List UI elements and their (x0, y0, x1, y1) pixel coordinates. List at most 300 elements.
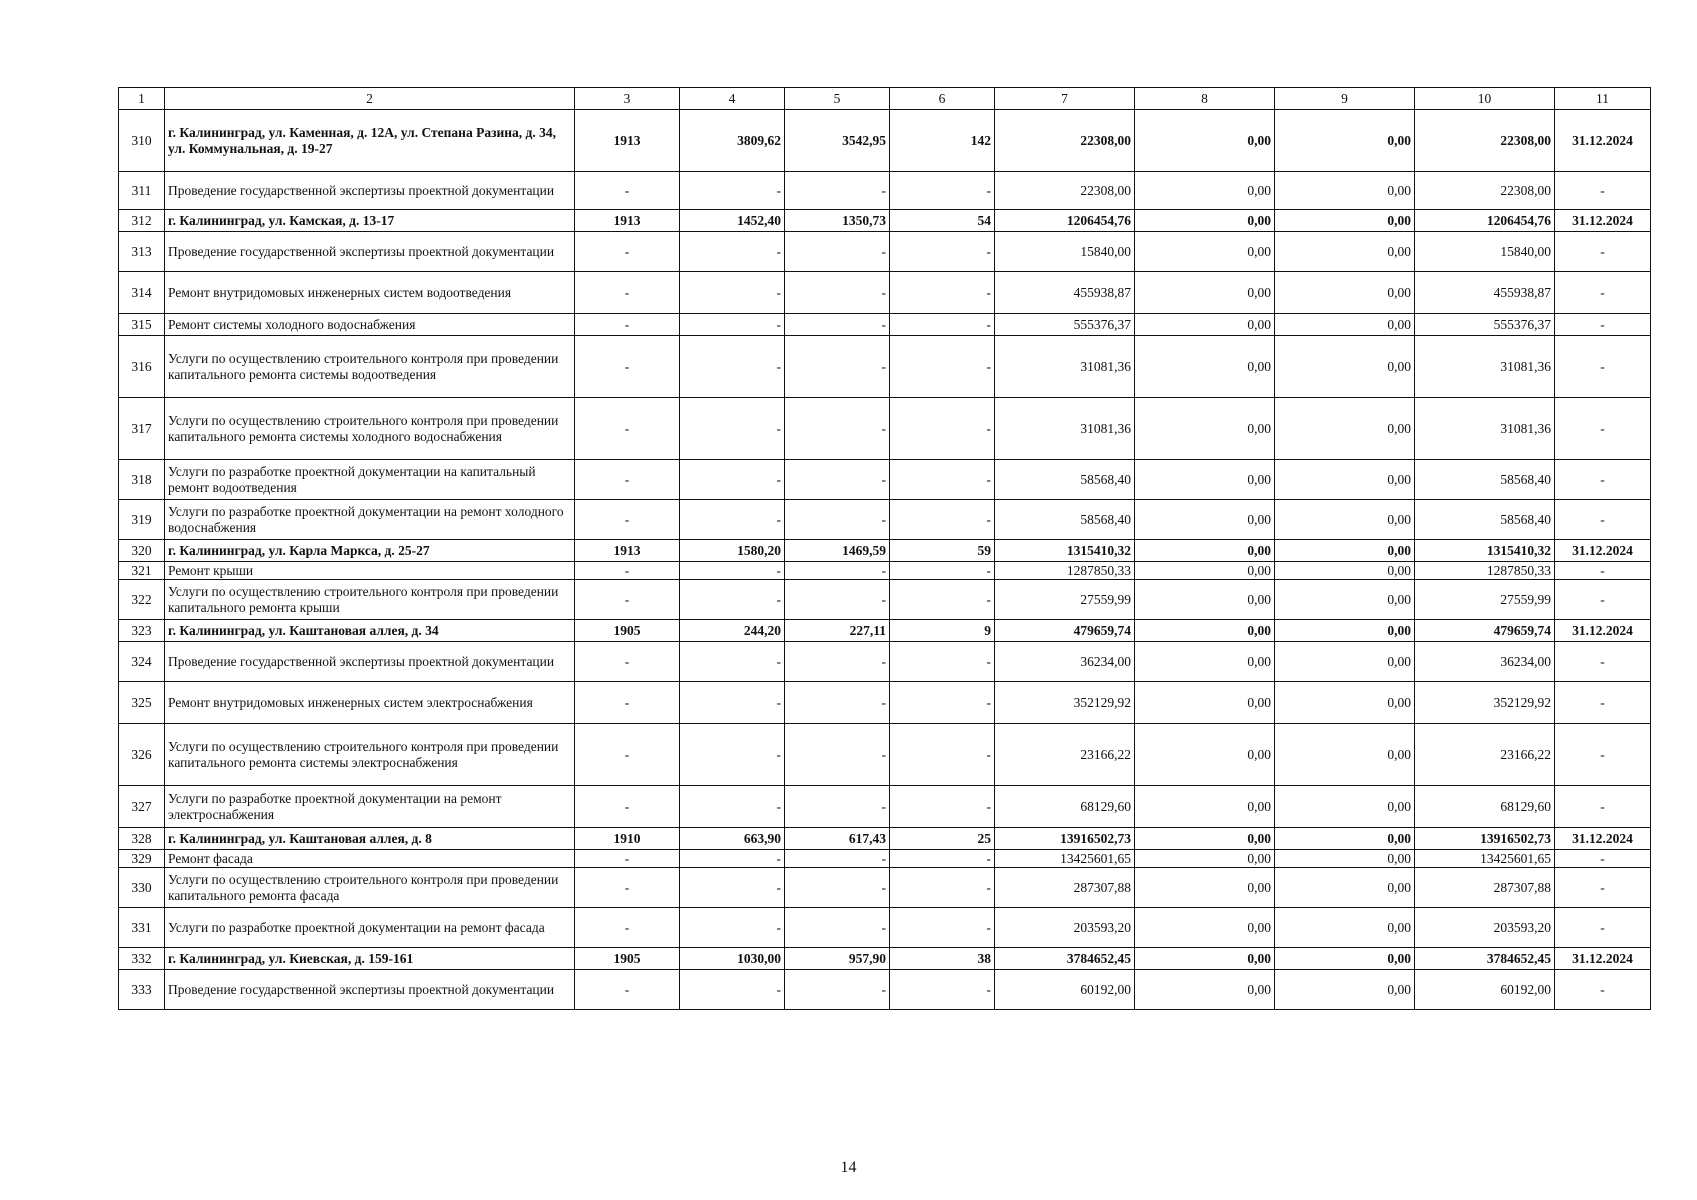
row-number-cell: 320 (119, 540, 165, 562)
value-cell-7: 1206454,76 (995, 210, 1135, 232)
value-cell-10: 22308,00 (1415, 172, 1555, 210)
value-cell-10: 555376,37 (1415, 314, 1555, 336)
address-row (119, 948, 1651, 970)
value-cell-10: 13425601,65 (1415, 850, 1555, 868)
row-name-cell: Услуги по осуществлению строительного контроля при проведении капитального ремонта крыши (165, 580, 575, 620)
year-cell: - (575, 562, 680, 580)
year-cell: - (575, 642, 680, 682)
value-cell-4: 244,20 (680, 620, 785, 642)
value-cell-4: - (680, 232, 785, 272)
value-cell-9: 0,00 (1275, 272, 1415, 314)
value-cell-9: 0,00 (1275, 620, 1415, 642)
row-number-cell: 317 (119, 398, 165, 460)
value-cell-7: 15840,00 (995, 232, 1135, 272)
year-cell: - (575, 682, 680, 724)
year-cell: - (575, 460, 680, 500)
year-cell: - (575, 868, 680, 908)
address-row (119, 828, 1651, 850)
value-cell-4: - (680, 272, 785, 314)
value-cell-9: 0,00 (1275, 868, 1415, 908)
address-row (119, 210, 1651, 232)
value-cell-5: - (785, 908, 890, 948)
year-cell: - (575, 850, 680, 868)
value-cell-10: 58568,40 (1415, 460, 1555, 500)
value-cell-6: 9 (890, 620, 995, 642)
value-cell-5: - (785, 314, 890, 336)
value-cell-5: - (785, 786, 890, 828)
date-cell: - (1555, 970, 1651, 1010)
row-number-cell: 319 (119, 500, 165, 540)
value-cell-7: 455938,87 (995, 272, 1135, 314)
year-cell: - (575, 272, 680, 314)
column-header: 7 (995, 88, 1135, 110)
value-cell-4: - (680, 724, 785, 786)
value-cell-6: 25 (890, 828, 995, 850)
row-number-cell: 327 (119, 786, 165, 828)
value-cell-4: - (680, 850, 785, 868)
date-cell: - (1555, 336, 1651, 398)
value-cell-9: 0,00 (1275, 828, 1415, 850)
value-cell-9: 0,00 (1275, 540, 1415, 562)
row-name-cell: Ремонт внутридомовых инженерных систем водоотведения (165, 272, 575, 314)
value-cell-10: 22308,00 (1415, 110, 1555, 172)
value-cell-5: - (785, 562, 890, 580)
value-cell-9: 0,00 (1275, 786, 1415, 828)
value-cell-8: 0,00 (1135, 620, 1275, 642)
value-cell-8: 0,00 (1135, 868, 1275, 908)
row-name-cell: Ремонт крыши (165, 562, 575, 580)
value-cell-7: 22308,00 (995, 172, 1135, 210)
value-cell-5: - (785, 172, 890, 210)
date-cell: - (1555, 786, 1651, 828)
date-cell: - (1555, 562, 1651, 580)
value-cell-6: - (890, 868, 995, 908)
value-cell-7: 13425601,65 (995, 850, 1135, 868)
column-header: 10 (1415, 88, 1555, 110)
value-cell-7: 23166,22 (995, 724, 1135, 786)
row-name-cell: Услуги по осуществлению строительного контроля при проведении капитального ремонта фасада (165, 868, 575, 908)
value-cell-7: 68129,60 (995, 786, 1135, 828)
value-cell-4: - (680, 682, 785, 724)
row-number-cell: 329 (119, 850, 165, 868)
value-cell-10: 1206454,76 (1415, 210, 1555, 232)
work-row (119, 970, 1651, 1010)
date-cell: - (1555, 580, 1651, 620)
row-name-cell: Ремонт системы холодного водоснабжения (165, 314, 575, 336)
row-number-cell: 316 (119, 336, 165, 398)
value-cell-4: - (680, 908, 785, 948)
date-cell: - (1555, 500, 1651, 540)
value-cell-8: 0,00 (1135, 314, 1275, 336)
date-cell: - (1555, 398, 1651, 460)
address-row (119, 110, 1651, 172)
address-row (119, 620, 1651, 642)
work-row (119, 336, 1651, 398)
year-cell: 1913 (575, 210, 680, 232)
row-number-cell: 318 (119, 460, 165, 500)
value-cell-5: 227,11 (785, 620, 890, 642)
value-cell-4: - (680, 398, 785, 460)
value-cell-4: 3809,62 (680, 110, 785, 172)
date-cell: - (1555, 172, 1651, 210)
year-cell: 1910 (575, 828, 680, 850)
date-cell: - (1555, 642, 1651, 682)
value-cell-5: - (785, 868, 890, 908)
work-row (119, 272, 1651, 314)
row-name-cell: г. Калининград, ул. Каштановая аллея, д. 8 (165, 828, 575, 850)
row-number-cell: 312 (119, 210, 165, 232)
row-name-cell: г. Калининград, ул. Карла Маркса, д. 25-27 (165, 540, 575, 562)
year-cell: - (575, 172, 680, 210)
value-cell-6: - (890, 232, 995, 272)
work-row (119, 580, 1651, 620)
work-row (119, 314, 1651, 336)
work-row (119, 642, 1651, 682)
value-cell-9: 0,00 (1275, 460, 1415, 500)
year-cell: - (575, 724, 680, 786)
value-cell-8: 0,00 (1135, 786, 1275, 828)
value-cell-9: 0,00 (1275, 970, 1415, 1010)
value-cell-8: 0,00 (1135, 210, 1275, 232)
column-header: 4 (680, 88, 785, 110)
value-cell-10: 31081,36 (1415, 336, 1555, 398)
value-cell-5: - (785, 500, 890, 540)
value-cell-6: - (890, 172, 995, 210)
value-cell-4: - (680, 314, 785, 336)
value-cell-8: 0,00 (1135, 500, 1275, 540)
column-number-row (119, 88, 1651, 110)
year-cell: - (575, 232, 680, 272)
date-cell: 31.12.2024 (1555, 948, 1651, 970)
year-cell: - (575, 336, 680, 398)
work-row (119, 786, 1651, 828)
value-cell-7: 31081,36 (995, 336, 1135, 398)
value-cell-7: 1287850,33 (995, 562, 1135, 580)
value-cell-6: - (890, 580, 995, 620)
row-number-cell: 311 (119, 172, 165, 210)
value-cell-9: 0,00 (1275, 398, 1415, 460)
value-cell-10: 60192,00 (1415, 970, 1555, 1010)
value-cell-6: - (890, 642, 995, 682)
value-cell-5: - (785, 398, 890, 460)
value-cell-8: 0,00 (1135, 110, 1275, 172)
row-number-cell: 325 (119, 682, 165, 724)
value-cell-7: 352129,92 (995, 682, 1135, 724)
row-number-cell: 326 (119, 724, 165, 786)
value-cell-9: 0,00 (1275, 682, 1415, 724)
date-cell: - (1555, 682, 1651, 724)
value-cell-9: 0,00 (1275, 580, 1415, 620)
row-name-cell: Ремонт фасада (165, 850, 575, 868)
repair-program-table (118, 87, 1651, 1010)
row-number-cell: 313 (119, 232, 165, 272)
year-cell: - (575, 398, 680, 460)
value-cell-10: 68129,60 (1415, 786, 1555, 828)
value-cell-10: 23166,22 (1415, 724, 1555, 786)
value-cell-10: 31081,36 (1415, 398, 1555, 460)
row-name-cell: Услуги по осуществлению строительного контроля при проведении капитального ремонта системы водоотведения (165, 336, 575, 398)
year-cell: - (575, 500, 680, 540)
value-cell-4: - (680, 580, 785, 620)
year-cell: - (575, 908, 680, 948)
column-header: 3 (575, 88, 680, 110)
value-cell-8: 0,00 (1135, 232, 1275, 272)
row-name-cell: Ремонт внутридомовых инженерных систем электроснабжения (165, 682, 575, 724)
value-cell-8: 0,00 (1135, 562, 1275, 580)
column-header: 11 (1555, 88, 1651, 110)
value-cell-8: 0,00 (1135, 850, 1275, 868)
column-header: 8 (1135, 88, 1275, 110)
row-number-cell: 333 (119, 970, 165, 1010)
value-cell-9: 0,00 (1275, 172, 1415, 210)
work-row (119, 908, 1651, 948)
row-number-cell: 314 (119, 272, 165, 314)
work-row (119, 172, 1651, 210)
value-cell-6: - (890, 500, 995, 540)
date-cell: - (1555, 868, 1651, 908)
value-cell-7: 27559,99 (995, 580, 1135, 620)
work-row (119, 868, 1651, 908)
value-cell-6: - (890, 970, 995, 1010)
row-name-cell: г. Калининград, ул. Камская, д. 13-17 (165, 210, 575, 232)
value-cell-7: 555376,37 (995, 314, 1135, 336)
value-cell-6: - (890, 272, 995, 314)
value-cell-4: - (680, 970, 785, 1010)
value-cell-5: - (785, 272, 890, 314)
date-cell: 31.12.2024 (1555, 828, 1651, 850)
value-cell-7: 1315410,32 (995, 540, 1135, 562)
value-cell-5: - (785, 642, 890, 682)
date-cell: - (1555, 850, 1651, 868)
year-cell: - (575, 786, 680, 828)
value-cell-6: - (890, 460, 995, 500)
value-cell-4: - (680, 336, 785, 398)
value-cell-9: 0,00 (1275, 850, 1415, 868)
value-cell-8: 0,00 (1135, 540, 1275, 562)
value-cell-9: 0,00 (1275, 724, 1415, 786)
value-cell-9: 0,00 (1275, 314, 1415, 336)
value-cell-7: 287307,88 (995, 868, 1135, 908)
column-header: 1 (119, 88, 165, 110)
value-cell-4: - (680, 172, 785, 210)
document-table-area (118, 87, 1650, 1010)
column-header: 2 (165, 88, 575, 110)
value-cell-9: 0,00 (1275, 110, 1415, 172)
row-name-cell: Проведение государственной экспертизы проектной документации (165, 172, 575, 210)
value-cell-4: - (680, 868, 785, 908)
date-cell: - (1555, 460, 1651, 500)
row-name-cell: г. Калининград, ул. Киевская, д. 159-161 (165, 948, 575, 970)
value-cell-5: - (785, 580, 890, 620)
work-row (119, 850, 1651, 868)
value-cell-4: 1580,20 (680, 540, 785, 562)
value-cell-7: 3784652,45 (995, 948, 1135, 970)
year-cell: - (575, 580, 680, 620)
row-name-cell: Услуги по осуществлению строительного контроля при проведении капитального ремонта системы электроснабжения (165, 724, 575, 786)
value-cell-4: - (680, 642, 785, 682)
value-cell-5: - (785, 336, 890, 398)
value-cell-4: - (680, 500, 785, 540)
value-cell-10: 479659,74 (1415, 620, 1555, 642)
date-cell: - (1555, 272, 1651, 314)
value-cell-7: 22308,00 (995, 110, 1135, 172)
date-cell: 31.12.2024 (1555, 210, 1651, 232)
row-number-cell: 332 (119, 948, 165, 970)
date-cell: - (1555, 908, 1651, 948)
value-cell-8: 0,00 (1135, 828, 1275, 850)
work-row (119, 398, 1651, 460)
row-number-cell: 315 (119, 314, 165, 336)
value-cell-10: 58568,40 (1415, 500, 1555, 540)
value-cell-6: - (890, 724, 995, 786)
value-cell-7: 58568,40 (995, 500, 1135, 540)
value-cell-7: 203593,20 (995, 908, 1135, 948)
row-name-cell: Услуги по разработке проектной документации на ремонт холодного водоснабжения (165, 500, 575, 540)
address-row (119, 540, 1651, 562)
value-cell-10: 455938,87 (1415, 272, 1555, 314)
value-cell-5: - (785, 970, 890, 1010)
value-cell-4: - (680, 562, 785, 580)
value-cell-10: 352129,92 (1415, 682, 1555, 724)
row-number-cell: 310 (119, 110, 165, 172)
value-cell-10: 287307,88 (1415, 868, 1555, 908)
value-cell-5: - (785, 232, 890, 272)
value-cell-8: 0,00 (1135, 398, 1275, 460)
row-number-cell: 328 (119, 828, 165, 850)
value-cell-5: 957,90 (785, 948, 890, 970)
row-number-cell: 324 (119, 642, 165, 682)
value-cell-6: 38 (890, 948, 995, 970)
value-cell-9: 0,00 (1275, 908, 1415, 948)
value-cell-4: 663,90 (680, 828, 785, 850)
value-cell-10: 13916502,73 (1415, 828, 1555, 850)
table-body (119, 88, 1651, 1010)
row-number-cell: 331 (119, 908, 165, 948)
year-cell: 1913 (575, 540, 680, 562)
value-cell-9: 0,00 (1275, 500, 1415, 540)
value-cell-10: 36234,00 (1415, 642, 1555, 682)
row-number-cell: 323 (119, 620, 165, 642)
value-cell-9: 0,00 (1275, 948, 1415, 970)
year-cell: 1913 (575, 110, 680, 172)
value-cell-8: 0,00 (1135, 682, 1275, 724)
date-cell: 31.12.2024 (1555, 540, 1651, 562)
value-cell-8: 0,00 (1135, 948, 1275, 970)
column-header: 9 (1275, 88, 1415, 110)
value-cell-5: - (785, 724, 890, 786)
value-cell-6: - (890, 336, 995, 398)
value-cell-8: 0,00 (1135, 580, 1275, 620)
value-cell-6: - (890, 908, 995, 948)
value-cell-5: 617,43 (785, 828, 890, 850)
value-cell-6: 54 (890, 210, 995, 232)
row-name-cell: г. Калининград, ул. Каштановая аллея, д. 34 (165, 620, 575, 642)
value-cell-5: - (785, 850, 890, 868)
value-cell-8: 0,00 (1135, 336, 1275, 398)
date-cell: - (1555, 724, 1651, 786)
row-number-cell: 322 (119, 580, 165, 620)
work-row (119, 724, 1651, 786)
value-cell-5: - (785, 460, 890, 500)
value-cell-5: 1350,73 (785, 210, 890, 232)
value-cell-7: 479659,74 (995, 620, 1135, 642)
value-cell-8: 0,00 (1135, 272, 1275, 314)
value-cell-6: - (890, 562, 995, 580)
work-row (119, 562, 1651, 580)
row-name-cell: Проведение государственной экспертизы проектной документации (165, 642, 575, 682)
value-cell-4: - (680, 460, 785, 500)
value-cell-10: 203593,20 (1415, 908, 1555, 948)
column-header: 6 (890, 88, 995, 110)
value-cell-8: 0,00 (1135, 642, 1275, 682)
value-cell-9: 0,00 (1275, 336, 1415, 398)
work-row (119, 500, 1651, 540)
value-cell-6: 142 (890, 110, 995, 172)
value-cell-8: 0,00 (1135, 172, 1275, 210)
value-cell-4: 1452,40 (680, 210, 785, 232)
value-cell-5: 3542,95 (785, 110, 890, 172)
year-cell: 1905 (575, 948, 680, 970)
value-cell-6: - (890, 850, 995, 868)
year-cell: - (575, 970, 680, 1010)
column-header: 5 (785, 88, 890, 110)
value-cell-6: 59 (890, 540, 995, 562)
value-cell-4: 1030,00 (680, 948, 785, 970)
value-cell-10: 3784652,45 (1415, 948, 1555, 970)
value-cell-7: 58568,40 (995, 460, 1135, 500)
value-cell-10: 1315410,32 (1415, 540, 1555, 562)
date-cell: - (1555, 314, 1651, 336)
year-cell: - (575, 314, 680, 336)
row-number-cell: 321 (119, 562, 165, 580)
date-cell: 31.12.2024 (1555, 110, 1651, 172)
row-name-cell: Услуги по разработке проектной документации на капитальный ремонт водоотведения (165, 460, 575, 500)
row-number-cell: 330 (119, 868, 165, 908)
row-name-cell: Проведение государственной экспертизы проектной документации (165, 232, 575, 272)
value-cell-9: 0,00 (1275, 232, 1415, 272)
value-cell-9: 0,00 (1275, 642, 1415, 682)
work-row (119, 460, 1651, 500)
value-cell-4: - (680, 786, 785, 828)
date-cell: 31.12.2024 (1555, 620, 1651, 642)
value-cell-6: - (890, 786, 995, 828)
value-cell-7: 60192,00 (995, 970, 1135, 1010)
row-name-cell: Услуги по разработке проектной документации на ремонт электроснабжения (165, 786, 575, 828)
value-cell-7: 13916502,73 (995, 828, 1135, 850)
date-cell: - (1555, 232, 1651, 272)
value-cell-9: 0,00 (1275, 562, 1415, 580)
value-cell-8: 0,00 (1135, 724, 1275, 786)
value-cell-6: - (890, 314, 995, 336)
work-row (119, 682, 1651, 724)
value-cell-6: - (890, 682, 995, 724)
value-cell-5: 1469,59 (785, 540, 890, 562)
row-name-cell: Услуги по осуществлению строительного контроля при проведении капитального ремонта системы холодного водоснабжения (165, 398, 575, 460)
row-name-cell: г. Калининград, ул. Каменная, д. 12А, ул. Степана Разина, д. 34, ул. Коммунальная, д. 19-27 (165, 110, 575, 172)
row-name-cell: Проведение государственной экспертизы проектной документации (165, 970, 575, 1010)
page-number: 14 (840, 1159, 857, 1176)
value-cell-10: 1287850,33 (1415, 562, 1555, 580)
row-name-cell: Услуги по разработке проектной документации на ремонт фасада (165, 908, 575, 948)
year-cell: 1905 (575, 620, 680, 642)
value-cell-8: 0,00 (1135, 908, 1275, 948)
value-cell-10: 15840,00 (1415, 232, 1555, 272)
value-cell-10: 27559,99 (1415, 580, 1555, 620)
value-cell-9: 0,00 (1275, 210, 1415, 232)
value-cell-7: 36234,00 (995, 642, 1135, 682)
work-row (119, 232, 1651, 272)
value-cell-6: - (890, 398, 995, 460)
